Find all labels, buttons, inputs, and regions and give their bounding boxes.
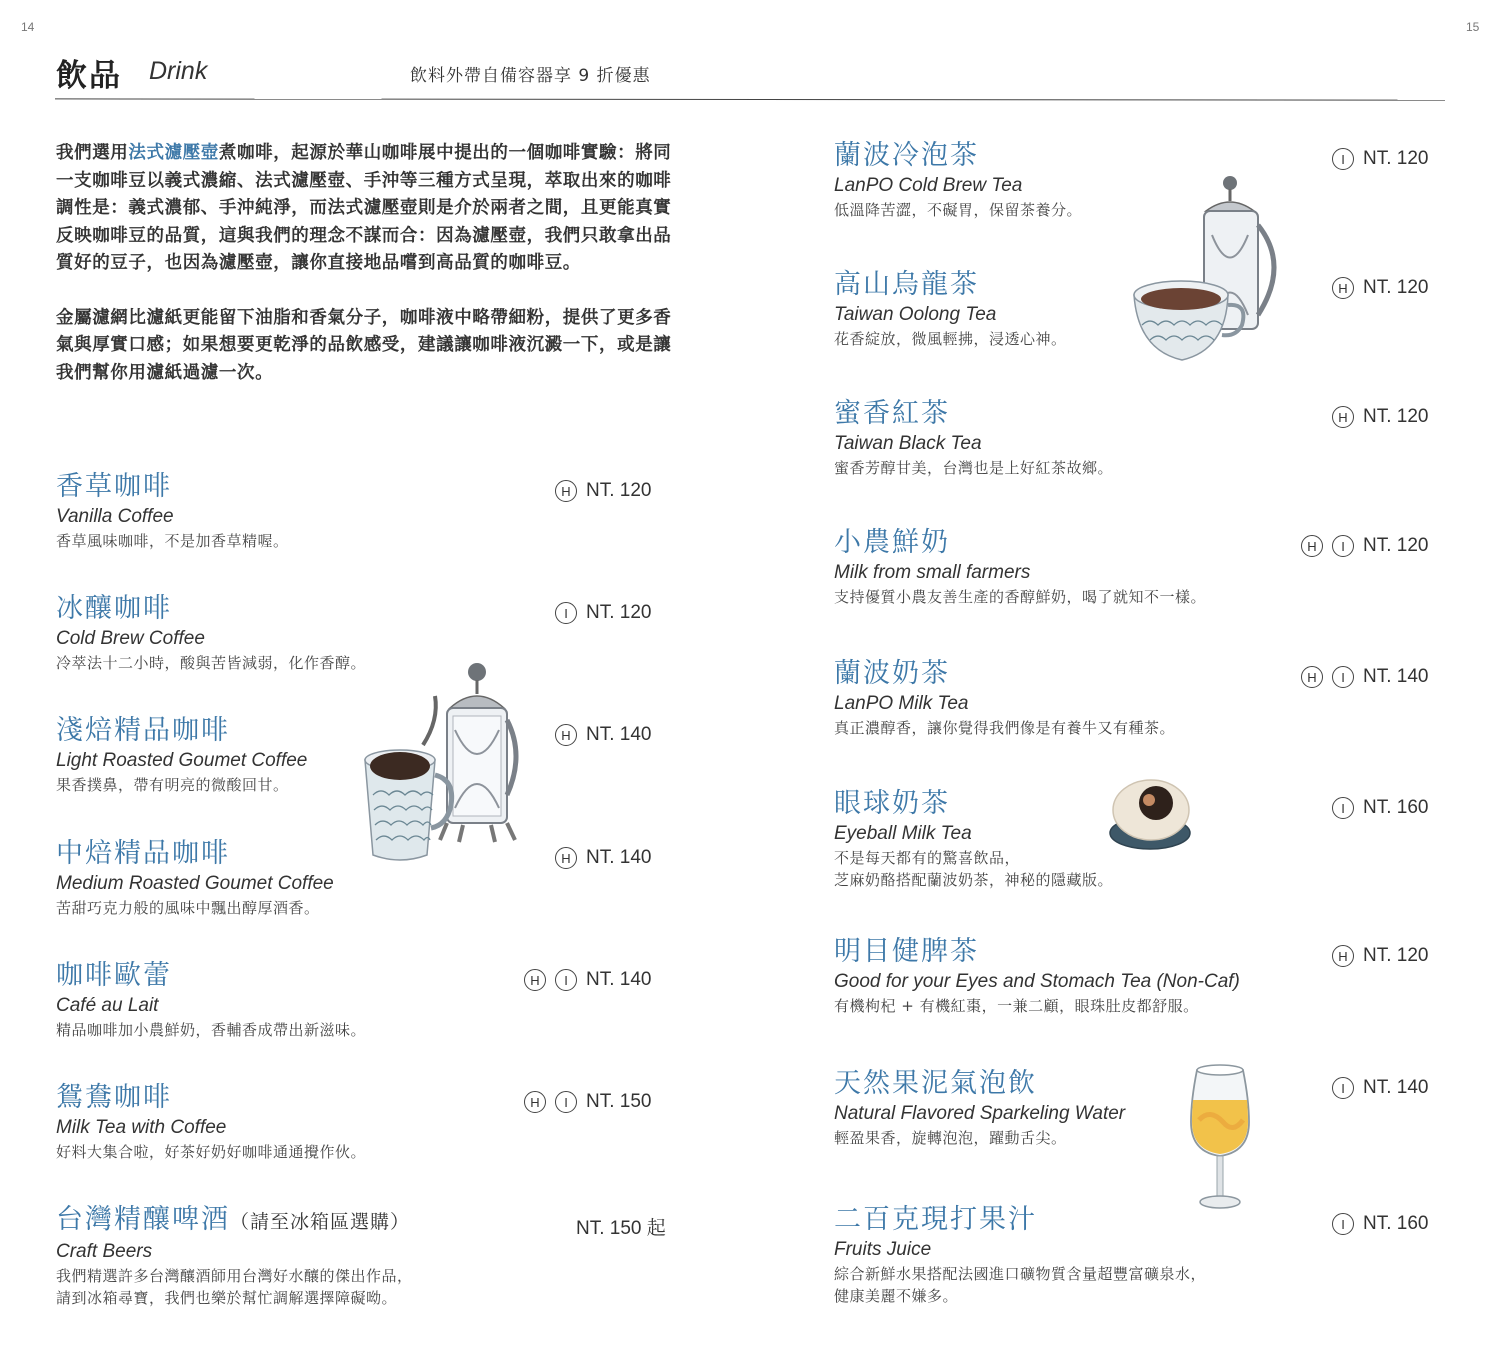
item-description: 香草風味咖啡，不是加香草精喔。 xyxy=(56,532,289,550)
menu-item-eyes-stomach-tea xyxy=(834,935,1240,1017)
takeaway-discount-note: 飲料外帶自備容器享 9 折優惠 xyxy=(410,66,651,86)
item-name-zh-text: 台灣精釀啤酒 xyxy=(56,1204,230,1235)
price-cold-brew-coffee xyxy=(555,602,651,624)
menu-item-eyeball-milk-tea xyxy=(834,787,1113,891)
item-name-en: Vanilla Coffee xyxy=(56,506,174,527)
price-milk-tea-with-coffee xyxy=(524,1091,651,1113)
item-description-line-2: 芝麻奶酪搭配蘭波奶茶，神秘的隱藏版。 xyxy=(834,871,1114,889)
tea-press-and-cup-illustration xyxy=(1130,175,1290,370)
price-value: NT. 160 xyxy=(1363,797,1429,818)
intro-text: 煮咖啡，起源於華山咖啡展中提出的一個咖啡實驗：將同一支咖啡豆以義式濃縮、法式濾壓壺、手沖等三種方式呈現，萃取出來的咖啡調性是：義式濃郁、手沖純淨，而法式濾壓壺則是介於兩者之間，且更能真實反映咖啡豆的品質，這與我們的理念不謀而合：因為濾壓壺，我們只敢拿出品質好的豆子，也因為濾壓壺，讓你直接地品嚐到高品質的咖啡豆。 xyxy=(56,143,672,273)
menu-item-vanilla-coffee xyxy=(56,470,289,552)
item-name-zh: 香草咖啡 xyxy=(56,471,172,502)
item-name-zh: 二百克現打果汁 xyxy=(834,1204,1037,1235)
price-value: NT. 140 xyxy=(586,724,652,745)
page-number-left: 14 xyxy=(21,20,35,34)
price-value: NT. 140 xyxy=(586,847,652,868)
hot-icon: H xyxy=(524,1091,546,1113)
price-lanpo-cold-brew-tea xyxy=(1332,148,1428,170)
item-name-zh: 中焙精品咖啡 xyxy=(56,838,230,869)
item-name-note: （請至冰箱區選購） xyxy=(230,1211,411,1233)
price-craft-beers xyxy=(576,1213,666,1240)
item-name-en: Taiwan Oolong Tea xyxy=(834,304,997,325)
item-name-en: Eyeball Milk Tea xyxy=(834,823,972,844)
hot-icon: H xyxy=(1332,945,1354,967)
item-name-en: Cold Brew Coffee xyxy=(56,628,205,649)
sparkling-drink-glass-illustration xyxy=(1185,1060,1255,1215)
item-name-zh: 鴛鴦咖啡 xyxy=(56,1082,172,1113)
page-title-en: Drink xyxy=(149,57,208,85)
menu-item-light-roasted-coffee xyxy=(56,714,307,796)
price-value: NT. 150 xyxy=(586,1091,652,1112)
menu-item-milk-tea-with-coffee xyxy=(56,1081,366,1163)
menu-item-fruit-juice xyxy=(834,1203,1206,1307)
menu-item-small-farm-milk xyxy=(834,526,1206,608)
price-value: NT. 140 xyxy=(1363,666,1429,687)
price-value: NT. 140 xyxy=(1363,1077,1429,1098)
price-fruit-juice xyxy=(1332,1213,1428,1235)
intro-paragraph-1 xyxy=(56,140,676,278)
item-description: 真正濃醇香，讓你覺得我們像是有養牛又有種茶。 xyxy=(834,719,1176,737)
price-value: NT. 120 xyxy=(1363,406,1429,427)
price-value: NT. 120 xyxy=(1363,535,1429,556)
item-name-en: Natural Flavored Sparkeling Water xyxy=(834,1103,1126,1124)
item-description: 我們精選許多台灣釀酒師用台灣好水釀的傑出作品， xyxy=(56,1267,413,1285)
item-description: 綜合新鮮水果搭配法國進口礦物質含量超豐富礦泉水， xyxy=(834,1265,1207,1283)
item-name-en: Medium Roasted Goumet Coffee xyxy=(56,873,334,894)
intro-paragraph-2: 金屬濾網比濾紙更能留下油脂和香氣分子，咖啡液中略帶細粉，提供了更多香氣與厚實口感；如果想要更乾淨的品飲感受，建議讓咖啡液沉澱一下，或是讓我們幫你用濾紙過濾一次。 xyxy=(56,307,672,383)
item-description: 輕盈果香，旋轉泡泡，躍動舌尖。 xyxy=(834,1129,1067,1147)
item-name-en: LanPO Milk Tea xyxy=(834,693,969,714)
item-name-zh: 眼球奶茶 xyxy=(834,788,950,819)
item-name-en: Good for your Eyes and Stomach Tea (Non-Caf) xyxy=(834,971,1240,992)
menu-item-oolong-tea xyxy=(834,268,1067,350)
item-name-zh: 蘭波冷泡茶 xyxy=(834,140,979,171)
hot-icon: H xyxy=(1332,406,1354,428)
menu-item-cafe-au-lait xyxy=(56,959,366,1041)
menu-item-sparkling-water xyxy=(834,1067,1125,1149)
page-number-right: 15 xyxy=(1466,20,1480,34)
price-lanpo-milk-tea xyxy=(1301,666,1428,688)
item-description: 低溫降苦澀，不礙胃，保留茶養分。 xyxy=(834,201,1083,219)
menu-item-medium-roasted-coffee xyxy=(56,837,334,919)
header-divider xyxy=(55,98,1445,100)
price-value: NT. 140 xyxy=(586,969,652,990)
item-name-en: Café au Lait xyxy=(56,995,159,1016)
item-name-en: LanPO Cold Brew Tea xyxy=(834,175,1023,196)
eyeball-milk-tea-illustration xyxy=(1108,775,1193,855)
item-name-zh: 蘭波奶茶 xyxy=(834,658,950,689)
price-value: NT. 160 xyxy=(1363,1213,1429,1234)
item-description: 花香綻放，微風輕拂，浸透心神。 xyxy=(834,330,1067,348)
price-light-roasted-coffee xyxy=(555,724,651,746)
page-title-zh: 飲品 xyxy=(56,58,122,94)
item-name-zh: 淺焙精品咖啡 xyxy=(56,715,230,746)
item-description: 精品咖啡加小農鮮奶，香輔香成帶出新滋味。 xyxy=(56,1021,367,1039)
hot-icon: H xyxy=(555,847,577,869)
iced-icon: I xyxy=(555,1091,577,1113)
iced-icon: I xyxy=(555,969,577,991)
item-description: 蜜香芳醇甘美，台灣也是上好紅茶故鄉。 xyxy=(834,459,1114,477)
french-press-highlight: 法式濾壓壺 xyxy=(128,143,219,163)
iced-icon: I xyxy=(555,602,577,624)
coffee-intro xyxy=(56,140,676,414)
menu-item-craft-beers xyxy=(56,1203,413,1309)
item-name-zh: 小農鮮奶 xyxy=(834,527,950,558)
item-description: 苦甜巧克力般的風味中飄出醇厚酒香。 xyxy=(56,899,320,917)
menu-item-lanpo-cold-brew-tea xyxy=(834,139,1082,221)
french-press-and-cup-illustration xyxy=(355,660,520,865)
item-name-zh: 明目健脾茶 xyxy=(834,936,979,967)
price-oolong-tea xyxy=(1332,277,1428,299)
item-description: 冷萃法十二小時，酸與苦皆減弱，化作香醇。 xyxy=(56,654,367,672)
price-eyeball-milk-tea xyxy=(1332,797,1428,819)
iced-icon: I xyxy=(1332,666,1354,688)
item-name-en: Light Roasted Goumet Coffee xyxy=(56,750,308,771)
item-description: 好料大集合啦，好茶好奶好咖啡通通攪作伙。 xyxy=(56,1143,367,1161)
iced-icon: I xyxy=(1332,797,1354,819)
item-name-zh: 冰釀咖啡 xyxy=(56,593,172,624)
price-black-tea xyxy=(1332,406,1428,428)
item-name-zh xyxy=(56,1203,413,1239)
price-value: NT. 120 xyxy=(1363,277,1429,298)
item-description: 果香撲鼻，帶有明亮的微酸回甘。 xyxy=(56,776,289,794)
item-name-zh: 蜜香紅茶 xyxy=(834,398,950,429)
intro-text: 我們選用 xyxy=(56,143,129,163)
item-name-zh: 天然果泥氣泡飲 xyxy=(834,1068,1037,1099)
iced-icon: I xyxy=(1332,1213,1354,1235)
hot-icon: H xyxy=(555,480,577,502)
price-value: NT. 150 起 xyxy=(576,1218,666,1239)
item-name-en: Fruits Juice xyxy=(834,1239,932,1260)
price-cafe-au-lait xyxy=(524,969,651,991)
price-medium-roasted-coffee xyxy=(555,847,651,869)
item-name-en: Milk from small farmers xyxy=(834,562,1031,583)
price-value: NT. 120 xyxy=(1363,148,1429,169)
hot-icon: H xyxy=(1332,277,1354,299)
item-description-line-2: 健康美麗不嫌多。 xyxy=(834,1287,959,1305)
price-value: NT. 120 xyxy=(586,602,652,623)
iced-icon: I xyxy=(1332,535,1354,557)
hot-icon: H xyxy=(1301,535,1323,557)
iced-icon: I xyxy=(1332,1077,1354,1099)
item-description: 不是每天都有的驚喜飲品， xyxy=(834,849,1021,867)
item-description: 支持優質小農友善生產的香醇鮮奶，喝了就知不一樣。 xyxy=(834,588,1207,606)
menu-item-black-tea xyxy=(834,397,1113,479)
price-vanilla-coffee xyxy=(555,480,651,502)
item-description-line-2: 請到冰箱尋寶，我們也樂於幫忙調解選擇障礙呦。 xyxy=(56,1289,398,1307)
item-name-zh: 咖啡歐蕾 xyxy=(56,960,172,991)
item-description: 有機枸杞 + 有機紅棗，一兼二顧，眼珠肚皮都舒服。 xyxy=(834,997,1199,1015)
item-name-en: Craft Beers xyxy=(56,1241,153,1262)
price-value: NT. 120 xyxy=(1363,945,1429,966)
hot-icon: H xyxy=(524,969,546,991)
price-value: NT. 120 xyxy=(586,480,652,501)
item-name-en: Taiwan Black Tea xyxy=(834,433,982,454)
price-eyes-stomach-tea xyxy=(1332,945,1428,967)
hot-icon: H xyxy=(1301,666,1323,688)
item-name-en: Milk Tea with Coffee xyxy=(56,1117,227,1138)
price-small-farm-milk xyxy=(1301,535,1428,557)
menu-item-lanpo-milk-tea xyxy=(834,657,1175,739)
price-sparkling-water xyxy=(1332,1077,1428,1099)
iced-icon: I xyxy=(1332,148,1354,170)
hot-icon: H xyxy=(555,724,577,746)
menu-item-cold-brew-coffee xyxy=(56,592,366,674)
item-name-zh: 高山烏龍茶 xyxy=(834,269,979,300)
